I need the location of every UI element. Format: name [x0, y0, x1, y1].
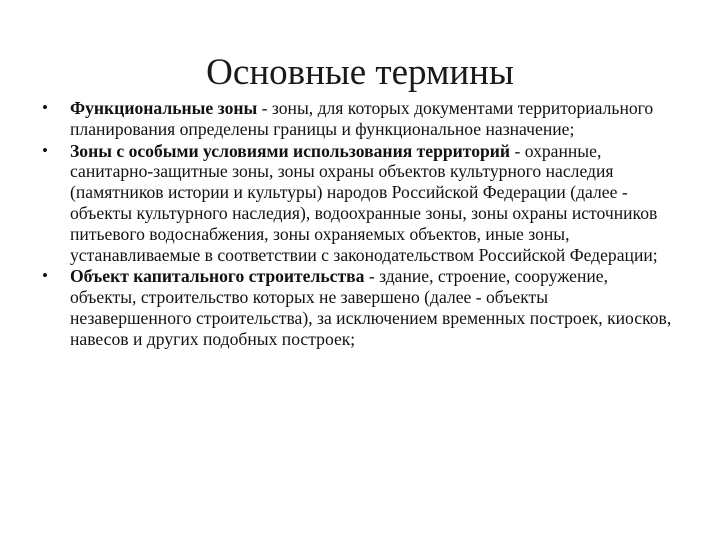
list-item-functional-zones — [42, 98, 672, 140]
term-label: Объект капитального строительства — [70, 266, 365, 287]
bullet-icon: • — [42, 98, 48, 117]
term-definition: - здание, строение, сооружение, объекты, строительство которых не завершено (далее - объекты незавершенного строительства), за исключением временных построек, киосков, навесов и других подобных построек; — [70, 266, 672, 349]
term-definition: - охранные, санитарно-защитные зоны, зоны охраны объектов культурного наследия (памятников истории и культуры) народов Российской Федерации (далее - объекты культурного наследия), водоохранные зоны, зоны охраны источников питьевого водоснабжения, зоны охраняемых объектов, иные зоны, устанавливаемые в соответствии с законодательством Российской Федерации; — [70, 140, 658, 265]
list-item-capital-construction — [42, 266, 672, 349]
slide-title: Основные термины — [206, 51, 514, 93]
terms-list — [42, 98, 672, 351]
term-definition: - зоны, для которых документами территориального планирования определены границы и функциональное назначение; — [70, 98, 654, 139]
term-label: Функциональные зоны — [70, 98, 258, 118]
bullet-icon: • — [42, 266, 48, 286]
list-item-special-zones — [42, 141, 672, 266]
bullet-icon: • — [42, 140, 48, 160]
term-label: Зоны с особыми условиями использования территорий — [70, 140, 511, 161]
